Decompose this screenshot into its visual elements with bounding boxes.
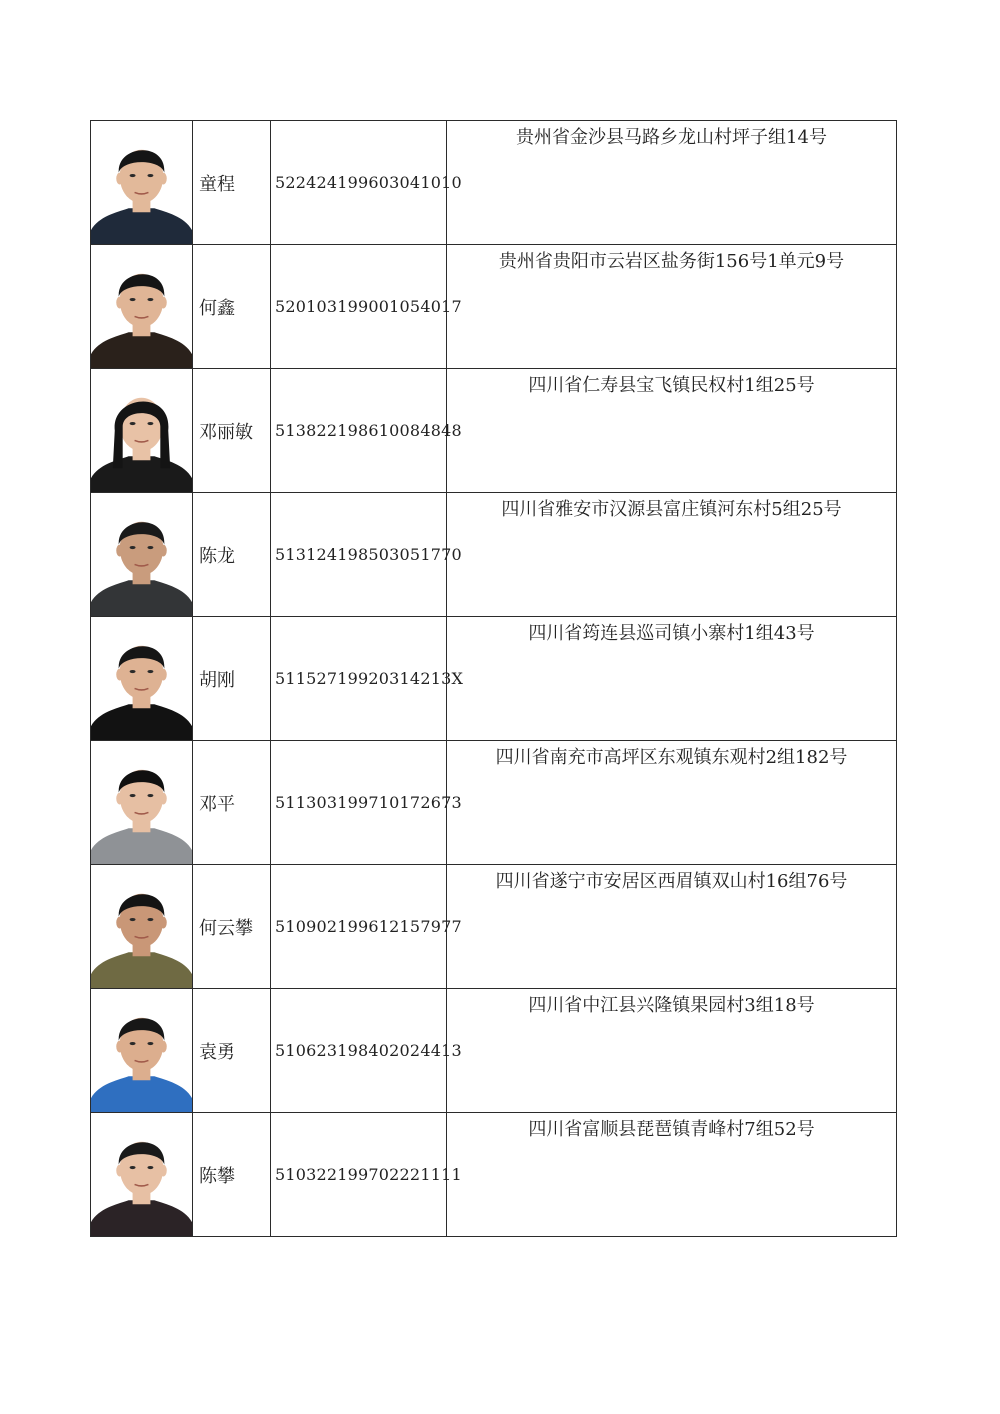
portrait-photo [91, 865, 192, 988]
home-address: 四川省筠连县巡司镇小寨村1组43号 [447, 617, 897, 741]
table-row [91, 369, 897, 493]
photo-cell [91, 989, 193, 1113]
table-row [91, 741, 897, 865]
portrait-figure-icon [91, 741, 192, 864]
id-number: 522424199603041010 [271, 121, 447, 245]
home-address: 四川省仁寿县宝飞镇民权村1组25号 [447, 369, 897, 493]
portrait-photo [91, 369, 192, 492]
portrait-photo [91, 989, 192, 1112]
id-number: 510902199612157977 [271, 865, 447, 989]
table-row [91, 493, 897, 617]
portrait-photo [91, 493, 192, 616]
photo-cell [91, 121, 193, 245]
person-name: 胡刚 [193, 617, 271, 741]
home-address: 贵州省贵阳市云岩区盐务街156号1单元9号 [447, 245, 897, 369]
portrait-figure-icon [91, 1113, 192, 1236]
person-name: 邓丽敏 [193, 369, 271, 493]
table-row [91, 245, 897, 369]
person-name: 何鑫 [193, 245, 271, 369]
portrait-figure-icon [91, 617, 192, 740]
portrait-figure-icon [91, 245, 192, 368]
id-number: 513124198503051770 [271, 493, 447, 617]
photo-cell [91, 493, 193, 617]
person-name: 袁勇 [193, 989, 271, 1113]
person-name: 陈攀 [193, 1113, 271, 1237]
id-number: 510623198402024413 [271, 989, 447, 1113]
table-row [91, 989, 897, 1113]
id-number: 513822198610084848 [271, 369, 447, 493]
portrait-photo [91, 617, 192, 740]
portrait-photo [91, 741, 192, 864]
id-number: 51152719920314213X [271, 617, 447, 741]
id-number: 520103199001054017 [271, 245, 447, 369]
person-name: 邓平 [193, 741, 271, 865]
photo-cell [91, 245, 193, 369]
table-row [91, 865, 897, 989]
home-address: 四川省南充市高坪区东观镇东观村2组182号 [447, 741, 897, 865]
person-name: 陈龙 [193, 493, 271, 617]
home-address: 四川省雅安市汉源县富庄镇河东村5组25号 [447, 493, 897, 617]
home-address: 四川省遂宁市安居区西眉镇双山村16组76号 [447, 865, 897, 989]
home-address: 贵州省金沙县马路乡龙山村坪子组14号 [447, 121, 897, 245]
table-row [91, 617, 897, 741]
home-address: 四川省富顺县琵琶镇青峰村7组52号 [447, 1113, 897, 1237]
person-name: 何云攀 [193, 865, 271, 989]
photo-cell [91, 617, 193, 741]
portrait-figure-icon [91, 865, 192, 988]
table-row [91, 1113, 897, 1237]
portrait-figure-icon [91, 989, 192, 1112]
portrait-figure-icon [91, 121, 192, 244]
photo-cell [91, 369, 193, 493]
home-address: 四川省中江县兴隆镇果园村3组18号 [447, 989, 897, 1113]
id-number: 511303199710172673 [271, 741, 447, 865]
portrait-photo [91, 121, 192, 244]
person-table-body [91, 121, 897, 1237]
portrait-figure-icon [91, 369, 192, 492]
portrait-figure-icon [91, 493, 192, 616]
photo-cell [91, 741, 193, 865]
portrait-photo [91, 1113, 192, 1236]
portrait-photo [91, 245, 192, 368]
table-row [91, 121, 897, 245]
id-number: 510322199702221111 [271, 1113, 447, 1237]
photo-cell [91, 1113, 193, 1237]
person-name: 童程 [193, 121, 271, 245]
person-table [90, 120, 897, 1237]
photo-cell [91, 865, 193, 989]
